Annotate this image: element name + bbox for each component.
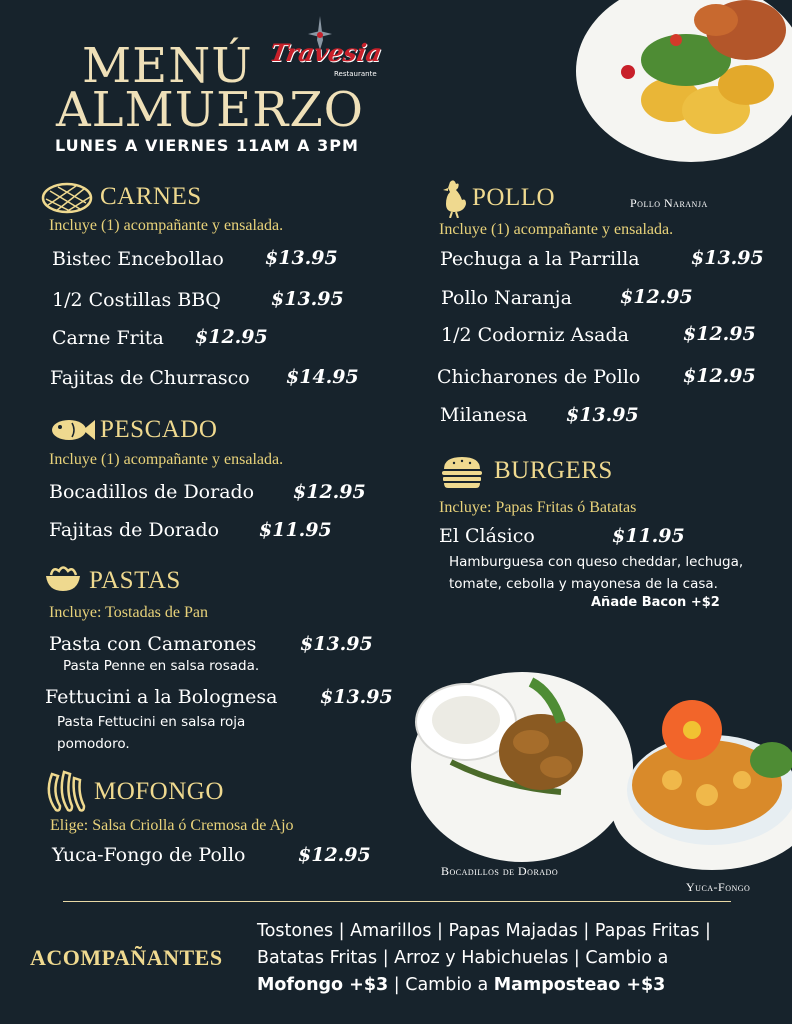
menu-item-price: $13.95 [300,633,373,655]
rooster-icon [440,178,468,218]
menu-item-name: Fajitas de Dorado [49,519,220,541]
menu-item-description: Pasta Penne en salsa rosada. [63,658,260,674]
burgers-includes: Incluye: Papas Fritas ó Batatas [439,499,637,516]
acompanantes-title: ACOMPAÑANTES [30,945,223,970]
waffle-steak-icon [40,181,94,215]
section-title-pastas: PASTAS [89,567,181,594]
menu-item-name: Chicharones de Pollo [437,366,641,388]
plantain-icon [42,768,88,814]
mamposteao-upgrade: Mamposteao +$3 [493,975,666,995]
menu-item-name: Bistec Encebollao [52,248,224,270]
menu-item-name: El Clásico [439,525,535,547]
menu-item-name: 1/2 Codorniz Asada [441,324,629,346]
pescado-includes: Incluye (1) acompañante y ensalada. [49,451,284,468]
section-title-carnes: CARNES [100,183,202,210]
menu-item-price: $13.95 [320,686,393,708]
pasta-bowl-icon [43,563,83,593]
section-title-pollo: POLLO [472,184,556,211]
acompanantes-line [257,972,777,999]
mofongo-includes: Elige: Salsa Criolla ó Cremosa de Ajo [50,817,294,834]
menu-item-name: Pechuga a la Parrilla [440,248,640,270]
menu-item-price: $12.95 [620,286,693,308]
menu-item-name: Carne Frita [52,327,164,349]
caption-bocadillos: Bocadillos de Dorado [441,864,559,878]
logo-text: Travesia [267,38,385,67]
divider [63,901,731,902]
burger-icon [440,455,484,489]
menu-item-price: $14.95 [286,366,359,388]
menu-item-description: Hamburguesa con queso cheddar, lechuga, tomate, cebolla y mayonesa de la casa. [449,554,744,592]
acompanantes-list [257,918,777,999]
acompanantes-line: Tostones | Amarillos | Papas Majadas | Papas Fritas | [257,921,711,941]
menu-item-price: $12.95 [195,326,268,348]
menu-item-price: $11.95 [259,519,332,541]
pollo-includes: Incluye (1) acompañante y ensalada. [439,221,674,238]
section-title-pescado: PESCADO [100,416,218,443]
menu-item-name: Fajitas de Churrasco [50,367,250,389]
caption-pollo-naranja: Pollo Naranja [630,196,708,210]
section-title-burgers: BURGERS [494,457,613,484]
restaurant-logo [267,10,385,86]
menu-item-description: Pasta Fettucini en salsa roja pomodoro. [57,714,246,752]
menu-item-name: Bocadillos de Dorado [49,481,255,503]
menu-item-name: Pasta con Camarones [49,633,257,655]
carnes-includes: Incluye (1) acompañante y ensalada. [49,217,284,234]
addon-bacon: Añade Bacon +$2 [591,595,720,610]
menu-item-name: Milanesa [440,404,528,426]
menu-item-price: $13.95 [271,288,344,310]
menu-item-price: $12.95 [298,844,371,866]
acompanantes-mid: | Cambio a [388,975,494,995]
menu-title: MENÚ [82,38,253,94]
schedule-text: LUNES A VIERNES 11AM A 3PM [55,136,359,155]
menu-item-price: $13.95 [566,404,639,426]
yuca-fongo-photo [612,700,792,870]
menu-item-name: Yuca-Fongo de Pollo [52,844,246,866]
mofongo-upgrade: Mofongo +$3 [257,975,389,995]
menu-subtitle-title: ALMUERZO [56,82,365,138]
menu-item-name: 1/2 Costillas BBQ [52,289,221,311]
section-title-mofongo: MOFONGO [94,778,224,805]
menu-item-name: Fettucini a la Bolognesa [45,686,278,708]
menu-item-name: Pollo Naranja [441,287,572,309]
menu-item-price: $12.95 [683,365,756,387]
pollo-naranja-photo [576,0,792,162]
logo-subtext: Restaurante [334,70,377,78]
acompanantes-line: Batatas Fritas | Arroz y Habichuelas | Cambio a [257,948,669,968]
caption-yuca-fongo: Yuca-Fongo [686,880,751,894]
bocadillos-photo [411,672,633,862]
fish-icon [50,417,96,443]
menu-item-price: $12.95 [293,481,366,503]
menu-item-price: $13.95 [265,247,338,269]
pastas-includes: Incluye: Tostadas de Pan [49,604,208,621]
menu-item-price: $12.95 [683,323,756,345]
menu-item-price: $11.95 [612,525,685,547]
menu-item-price: $13.95 [691,247,764,269]
